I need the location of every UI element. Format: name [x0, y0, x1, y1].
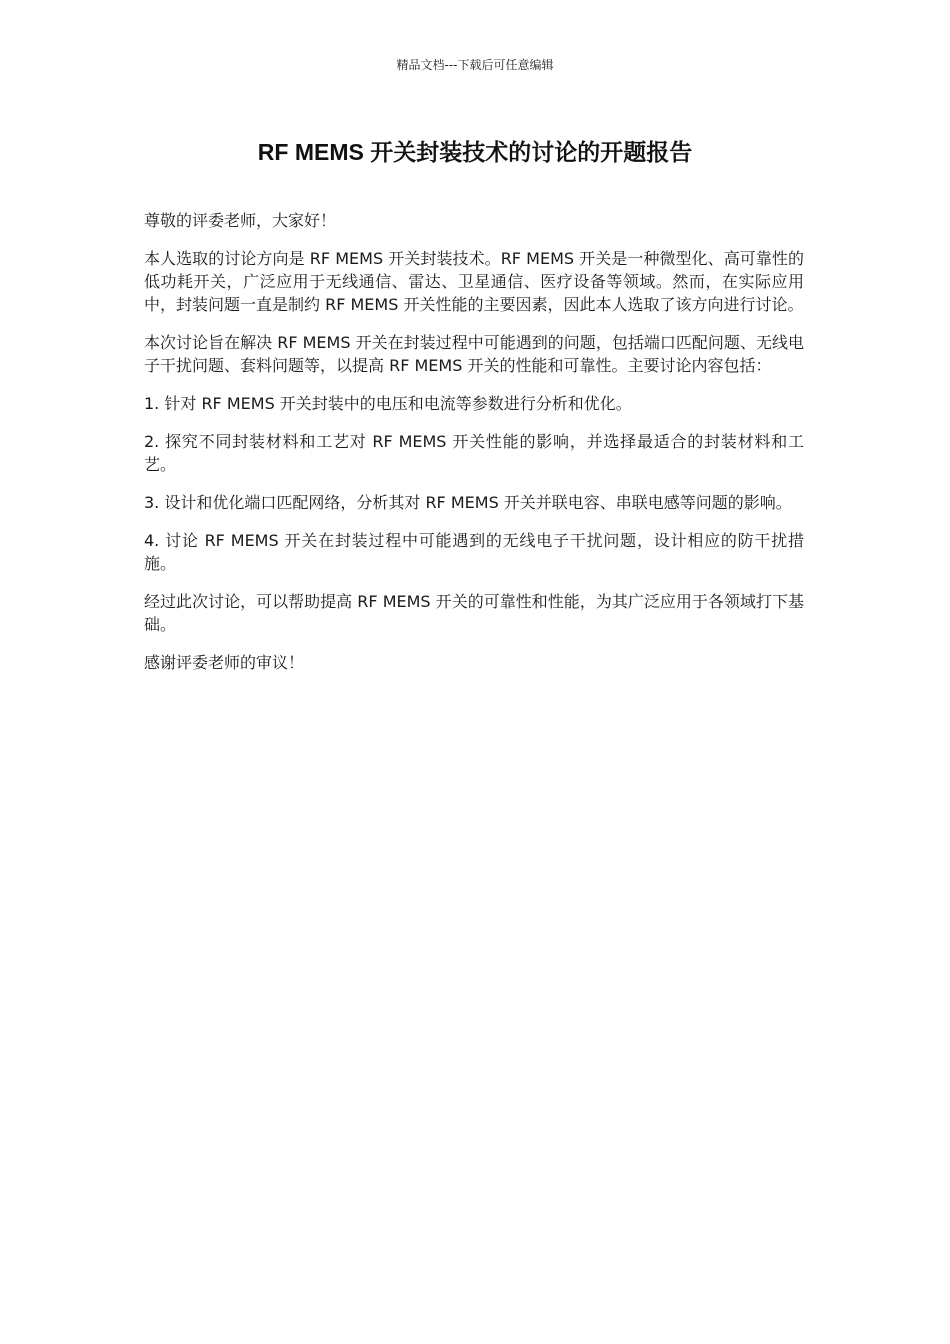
content-item-4: 4. 讨论 RF MEMS 开关在封装过程中可能遇到的无线电子干扰问题，设计相应的防干扰措施。: [144, 531, 804, 573]
research-direction-paragraph: 本人选取的讨论方向是 RF MEMS 开关封装技术。RF MEMS 开关是一种微型化、高可靠性的低功耗开关，广泛应用于无线通信、雷达、卫星通信、医疗设备等领域。然而，在实际应用中，封装问题一直是制约 RF MEMS 开关性能的主要因素，因此本人选取了该方向进行讨论。: [144, 249, 804, 314]
conclusion-paragraph: 经过此次讨论，可以帮助提高 RF MEMS 开关的可靠性和性能，为其广泛应用于各领域打下基础。: [144, 592, 804, 634]
greeting-paragraph: 尊敬的评委老师，大家好！: [144, 211, 337, 230]
content-item-3: 3. 设计和优化端口匹配网络，分析其对 RF MEMS 开关并联电容、串联电感等问题的影响。: [144, 493, 792, 512]
thanks-paragraph: 感谢评委老师的审议！: [144, 653, 305, 672]
content-item-2: 2. 探究不同封装材料和工艺对 RF MEMS 开关性能的影响，并选择最适合的封装材料和工艺。: [144, 432, 804, 474]
document-body: [144, 209, 804, 689]
content-item-1: 1. 针对 RF MEMS 开关封装中的电压和电流等参数进行分析和优化。: [144, 394, 632, 413]
page-header: 精品文档---下载后可任意编辑: [396, 58, 554, 72]
document-title: RF MEMS 开关封装技术的讨论的开题报告: [257, 139, 693, 165]
research-goal-paragraph: 本次讨论旨在解决 RF MEMS 开关在封装过程中可能遇到的问题，包括端口匹配问题、无线电子干扰问题、套料问题等，以提高 RF MEMS 开关的性能和可靠性。主要讨论内容包括：: [144, 333, 804, 375]
